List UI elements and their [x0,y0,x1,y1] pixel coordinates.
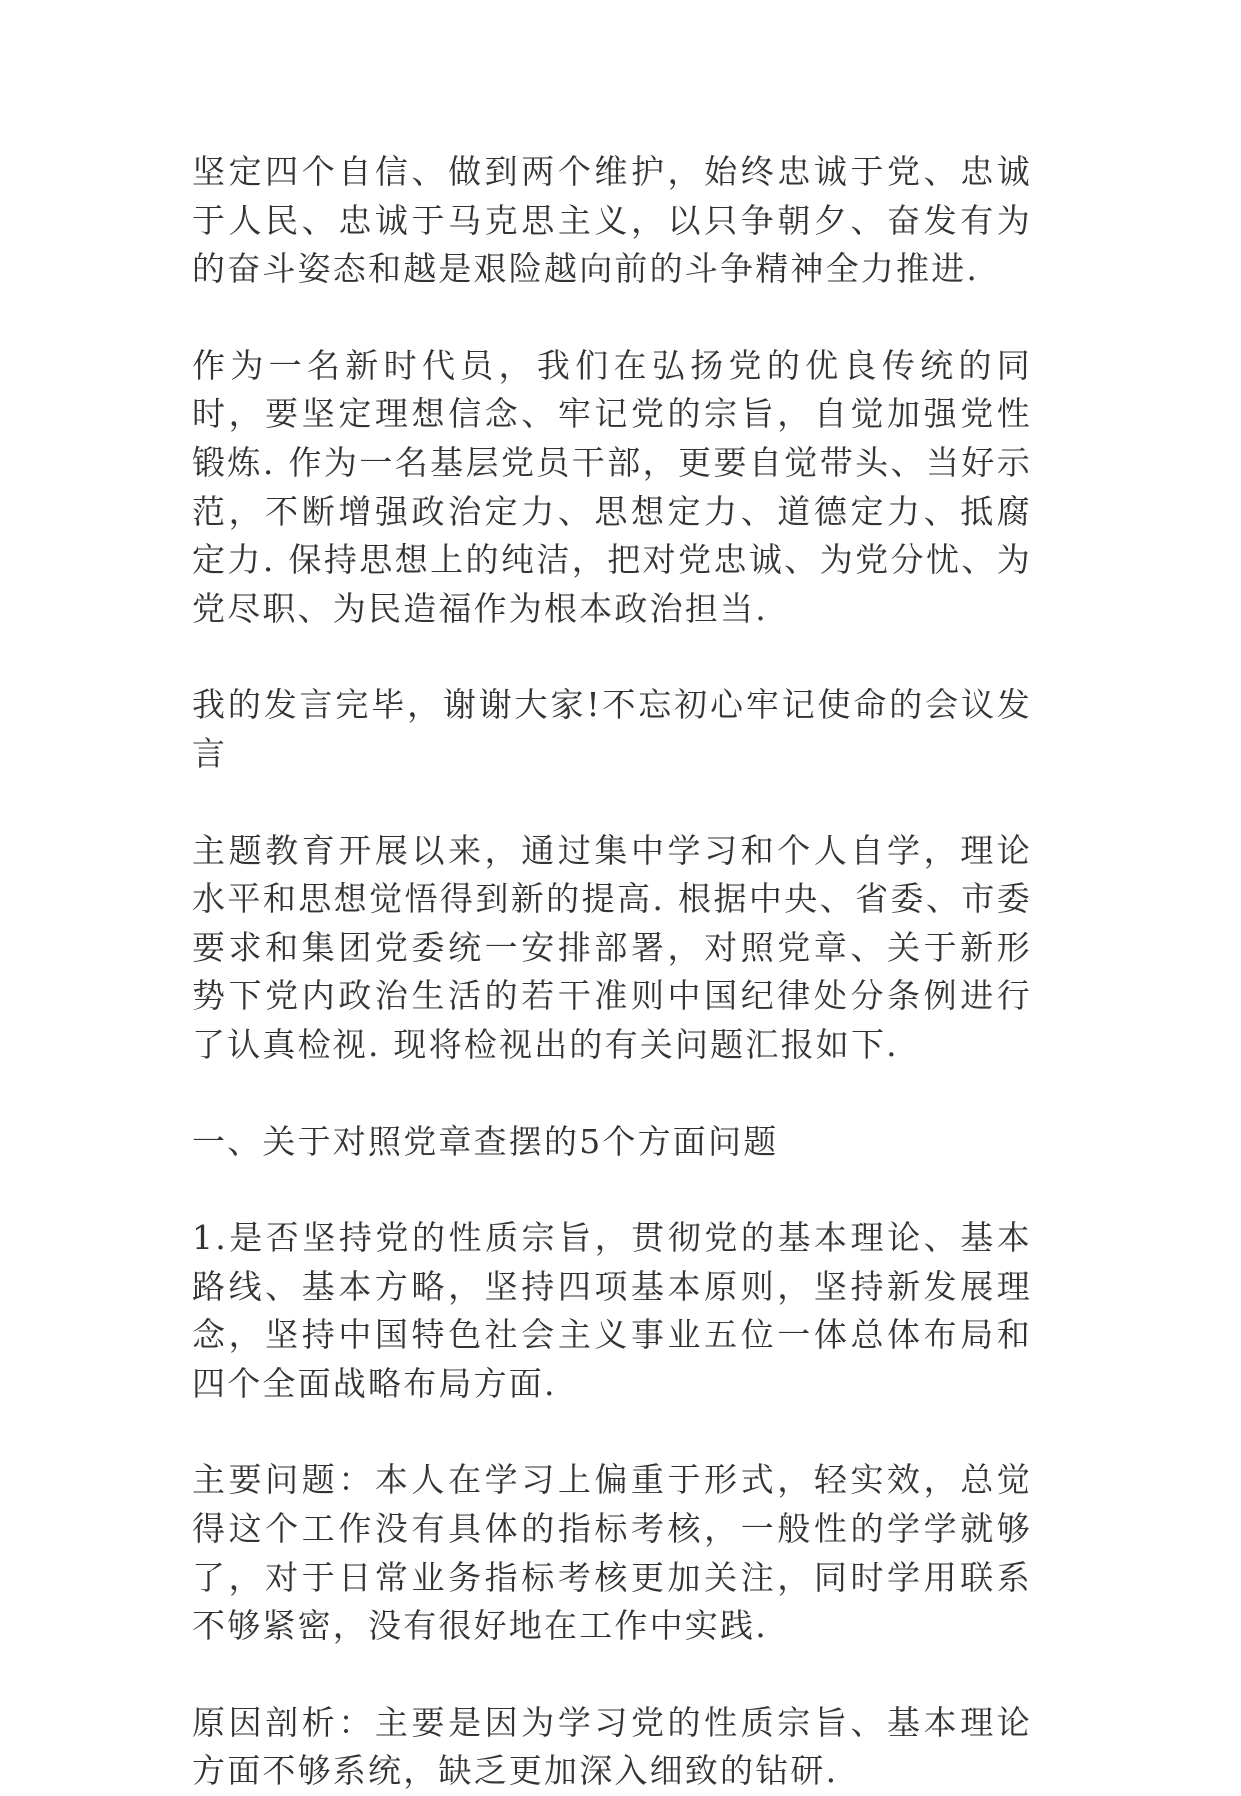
paragraph-3: 我的发言完毕，谢谢大家!不忘初心牢记使命的会议发言 [192,685,1032,773]
paragraph-1: 坚定四个自信、做到两个维护，始终忠诚于党、忠诚于人民、忠诚于马克思主义，以只争朝夕、奋发有为的奋斗姿态和越是艰险越向前的斗争精神全力推进. [192,152,1032,289]
paragraph-8: 原因剖析：主要是因为学习党的性质宗旨、基本理论方面不够系统，缺乏更加深入细致的钻研. [192,1702,1032,1791]
section-heading-1: 一、关于对照党章查摆的5个方面问题 [192,1121,779,1161]
paragraph-2: 作为一名新时代员，我们在弘扬党的优良传统的同时，要坚定理想信念、牢记党的宗旨，自觉加强党性锻炼. 作为一名基层党员干部，更要自觉带头、当好示范，不断增强政治定力、思想定力、道德定力、抵腐定力. 保持思想上的纯洁，把对党忠诚、为党分忧、为党尽职、为民造福作为根本政治担当. [192,345,1032,628]
paragraph-4: 主题教育开展以来，通过集中学习和个人自学，理论水平和思想觉悟得到新的提高. 根据中央、省委、市委要求和集团党委统一安排部署，对照党章、关于新形势下党内政治生活的若干准则中国纪律处分条例进行了认真检视. 现将检视出的有关问题汇报如下. [192,830,1032,1064]
paragraph-7: 主要问题：本人在学习上偏重于形式，轻实效，总觉得这个工作没有具体的指标考核，一般性的学学就够了，对于日常业务指标考核更加关注，同时学用联系不够紧密，没有很好地在工作中实践. [192,1460,1032,1646]
document-body [192,148,1032,1796]
paragraph-6: 1.是否坚持党的性质宗旨，贯彻党的基本理论、基本路线、基本方略，坚持四项基本原则，坚持新发展理念，坚持中国特色社会主义事业五位一体总体布局和四个全面战略布局方面. [192,1218,1032,1403]
